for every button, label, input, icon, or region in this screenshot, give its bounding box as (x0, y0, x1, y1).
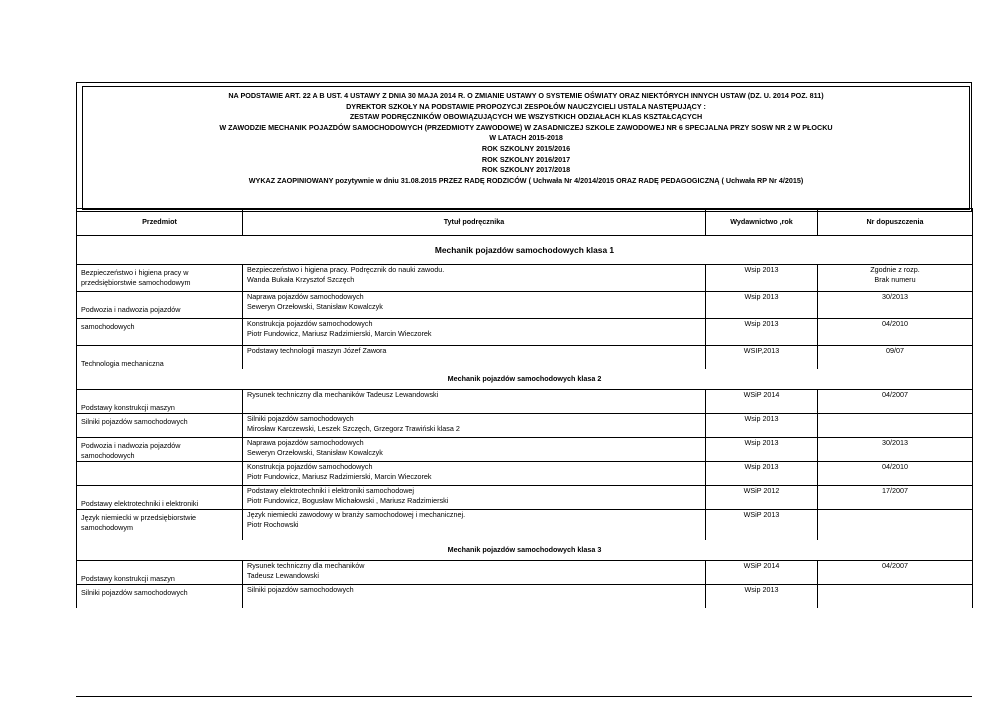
subject-cell-line: Technologia mechaniczna (81, 359, 164, 368)
approval-cell-line (822, 414, 968, 424)
publisher-cell: Wsip 2013 (706, 462, 818, 486)
textbook-table (76, 208, 973, 608)
subject-cell-line: Silniki pojazdów samochodowych (81, 417, 188, 426)
header-line: W ZAWODZIE MECHANIK POJAZDÓW SAMOCHODOWYCH (PRZEDMIOTY ZAWODOWE) W ZASADNICZEJ SZKOLE ZAWODOWEJ NR 6 SPECJALNA PRZY SOSW NR 2 W PŁOCKU (219, 122, 833, 132)
table-row (77, 265, 973, 292)
publisher-cell: Wsip 2013 (706, 265, 818, 292)
subject-cell (77, 390, 243, 414)
header-line: W LATACH 2015-2018 (489, 133, 563, 143)
column-header-approval: Nr dopuszczenia (818, 209, 973, 236)
subject-cell-line (81, 295, 238, 305)
section-row (77, 236, 973, 265)
title-cell (243, 584, 706, 608)
approval-cell (818, 584, 973, 608)
header-line: DYREKTOR SZKOŁY NA PODSTAWIE PROPOZYCJI ZESPOŁÓW NAUCZYCIELI USTALA NASTĘPUJĄCY : (346, 101, 706, 111)
publisher-cell: WSiP 2013 (706, 510, 818, 540)
title-cell-line: Wanda Bukała Krzysztof Szczęch (247, 275, 355, 284)
title-cell (243, 438, 706, 462)
publisher-cell: Wsip 2013 (706, 438, 818, 462)
approval-cell-line: 04/2010 (882, 462, 908, 471)
table-row (77, 584, 973, 608)
table-header-row (77, 209, 973, 236)
title-cell (243, 292, 706, 319)
approval-cell-line: 04/2007 (882, 390, 908, 399)
subject-cell (77, 414, 243, 438)
table-row (77, 438, 973, 462)
approval-cell-line: Zgodnie z rozp. (870, 265, 920, 274)
subject-cell-line (81, 564, 238, 574)
header-line: ZESTAW PODRĘCZNIKÓW OBOWIĄZUJĄCYCH WE WSZYSTKICH ODZIAŁACH KLAS KSZTAŁCĄCYCH (349, 112, 703, 122)
subject-cell (77, 346, 243, 370)
approval-cell (818, 438, 973, 462)
subject-cell (77, 462, 243, 486)
approval-cell-line: 17/2007 (882, 486, 908, 495)
column-header-publisher: Wydawnictwo ,rok (706, 209, 818, 236)
document-page (76, 82, 972, 614)
title-cell-line: Bezpieczeństwo i higiena pracy. Podręcznik do nauki zawodu. (247, 265, 445, 274)
table-row (77, 292, 973, 319)
approval-cell-line: 09/07 (886, 346, 904, 355)
subject-cell-line: Podstawy elektrotechniki i elektroniki (81, 499, 199, 508)
subject-cell-line (81, 489, 238, 499)
title-cell (243, 510, 706, 540)
table-body (77, 236, 973, 609)
title-cell-line: Rysunek techniczny dla mechaników Tadeusz Lewandowski (247, 390, 439, 399)
subject-cell-line (81, 465, 238, 475)
subject-cell (77, 292, 243, 319)
column-header-title: Tytuł podręcznika (243, 209, 706, 236)
subject-cell-line: samochodowym (81, 523, 133, 532)
subject-cell (77, 560, 243, 584)
title-cell (243, 462, 706, 486)
section-row (77, 540, 973, 561)
title-cell-line: Podstawy technologii maszyn Józef Zawora (247, 346, 387, 355)
title-cell (243, 414, 706, 438)
title-cell (243, 390, 706, 414)
subject-cell-line: Bezpieczeństwo i higiena pracy w (81, 268, 189, 277)
header-line: ROK SZKOLNY 2015/2016 (481, 143, 571, 153)
approval-cell (818, 319, 973, 346)
column-header-subject: Przedmiot (77, 209, 243, 236)
approval-cell (818, 265, 973, 292)
publisher-cell: Wsip 2013 (706, 319, 818, 346)
title-cell-line: Piotr Rochowski (247, 520, 299, 529)
publisher-cell: Wsip 2013 (706, 292, 818, 319)
title-cell-line: Silniki pojazdów samochodowych (247, 414, 354, 423)
subject-cell (77, 265, 243, 292)
subject-cell-line: Podwozia i nadwozia pojazdów (81, 305, 181, 314)
approval-cell (818, 510, 973, 540)
publisher-cell: WSiP 2012 (706, 486, 818, 510)
title-cell (243, 346, 706, 370)
title-cell (243, 486, 706, 510)
table-bottom-border (76, 696, 972, 697)
subject-cell-line: Podstawy konstrukcji maszyn (81, 573, 175, 583)
title-cell-line: Seweryn Orzełowski, Stanisław Kowalczyk (247, 448, 383, 457)
title-cell-line: Konstrukcja pojazdów samochodowych (247, 462, 373, 471)
approval-cell (818, 414, 973, 438)
title-cell-line: Konstrukcja pojazdów samochodowych (247, 319, 373, 328)
title-cell-line: Język niemiecki zawodowy w branży samochodowej i mechanicznej. (247, 510, 466, 519)
approval-cell (818, 390, 973, 414)
section-title: Mechanik pojazdów samochodowych klasa 1 (77, 236, 973, 265)
subject-cell-line (81, 393, 238, 403)
table-row (77, 560, 973, 584)
approval-cell (818, 462, 973, 486)
publisher-cell: Wsip 2013 (706, 584, 818, 608)
subject-cell-line: samochodowych (81, 451, 135, 460)
subject-cell-line (81, 332, 238, 342)
subject-cell (77, 319, 243, 346)
section-title: Mechanik pojazdów samochodowych klasa 3 (77, 540, 973, 561)
approval-cell-line: 30/2013 (882, 438, 908, 447)
subject-cell-line: Silniki pojazdów samochodowych (81, 587, 188, 597)
header-line: NA PODSTAWIE ART. 22 A B UST. 4 USTAWY Z DNIA 30 MAJA 2014 R. O ZMIANIE USTAWY O SYSTEMIE OŚWIATY ORAZ NIEKTÓRYCH INNYCH USTAW (DZ. U. 2014 POZ. 811) (228, 91, 824, 100)
approval-cell (818, 486, 973, 510)
title-cell (243, 265, 706, 292)
table-row (77, 462, 973, 486)
title-cell-line: Silniki pojazdów samochodowych (247, 584, 354, 594)
header-line: ROK SZKOLNY 2017/2018 (481, 165, 571, 175)
approval-cell-line: 04/2007 (882, 560, 908, 570)
table-row (77, 319, 973, 346)
title-cell (243, 560, 706, 584)
header-text (82, 91, 970, 186)
approval-cell (818, 346, 973, 370)
header-line: WYKAZ ZAOPINIOWANY pozytywnie w dniu 31.08.2015 PRZEZ RADĘ RODZICÓW ( Uchwała Nr 4/2014/2015 ORAZ RADĘ PEDAGOGICZNĄ ( Uchwała RP Nr 4/2015) (248, 175, 804, 185)
subject-cell (77, 584, 243, 608)
title-cell-line: Naprawa pojazdów samochodowych (247, 292, 364, 301)
approval-cell (818, 560, 973, 584)
title-cell-line: Rysunek techniczny dla mechaników (247, 560, 365, 570)
subject-cell-line: Podwozia i nadwozia pojazdów (81, 441, 181, 450)
title-cell-line: Piotr Fundowicz, Mariusz Radzimierski, Marcin Wieczorek (247, 329, 432, 338)
approval-cell-line (822, 585, 968, 595)
table-row (77, 346, 973, 370)
publisher-cell: WSiP 2014 (706, 560, 818, 584)
approval-cell-line: 30/2013 (882, 292, 908, 301)
approval-cell-line (822, 510, 968, 520)
subject-cell-line: samochodowych (81, 322, 135, 331)
subject-cell (77, 510, 243, 540)
title-cell-line: Tadeusz Lewandowski (247, 570, 319, 580)
subject-cell-line: Język niemiecki w przedsiębiorstwie (81, 513, 197, 522)
title-cell-line: Podstawy elektrotechniki i elektroniki samochodowej (247, 486, 414, 495)
subject-cell (77, 486, 243, 510)
table-row (77, 414, 973, 438)
title-cell-line: Seweryn Orzełowski, Stanisław Kowalczyk (247, 302, 383, 311)
publisher-cell: Wsip 2013 (706, 414, 818, 438)
table-row (77, 390, 973, 414)
title-cell (243, 319, 706, 346)
title-cell-line: Mirosław Karczewski, Leszek Szczęch, Grzegorz Trawiński klasa 2 (247, 424, 460, 433)
approval-cell (818, 292, 973, 319)
table-row (77, 486, 973, 510)
subject-cell-line (81, 475, 238, 485)
section-title: Mechanik pojazdów samochodowych klasa 2 (77, 369, 973, 390)
publisher-cell: WSIP,2013 (706, 346, 818, 370)
section-row (77, 369, 973, 390)
title-cell-line: Piotr Fundowicz, Mariusz Radzimierski, Marcin Wieczorek (247, 472, 432, 481)
table-row (77, 510, 973, 540)
title-cell-line: Naprawa pojazdów samochodowych (247, 438, 364, 447)
approval-cell-line: Brak numeru (874, 275, 916, 284)
title-cell-line: Piotr Fundowicz, Bogusław Michałowski , Mariusz Radzimierski (247, 496, 449, 505)
subject-cell-line (81, 349, 238, 359)
subject-cell-line: Podstawy konstrukcji maszyn (81, 403, 175, 412)
publisher-cell: WSiP 2014 (706, 390, 818, 414)
subject-cell (77, 438, 243, 462)
approval-cell-line: 04/2010 (882, 319, 908, 328)
header-line: ROK SZKOLNY 2016/2017 (481, 154, 571, 164)
subject-cell-line: przedsiębiorstwie samochodowym (81, 278, 191, 287)
